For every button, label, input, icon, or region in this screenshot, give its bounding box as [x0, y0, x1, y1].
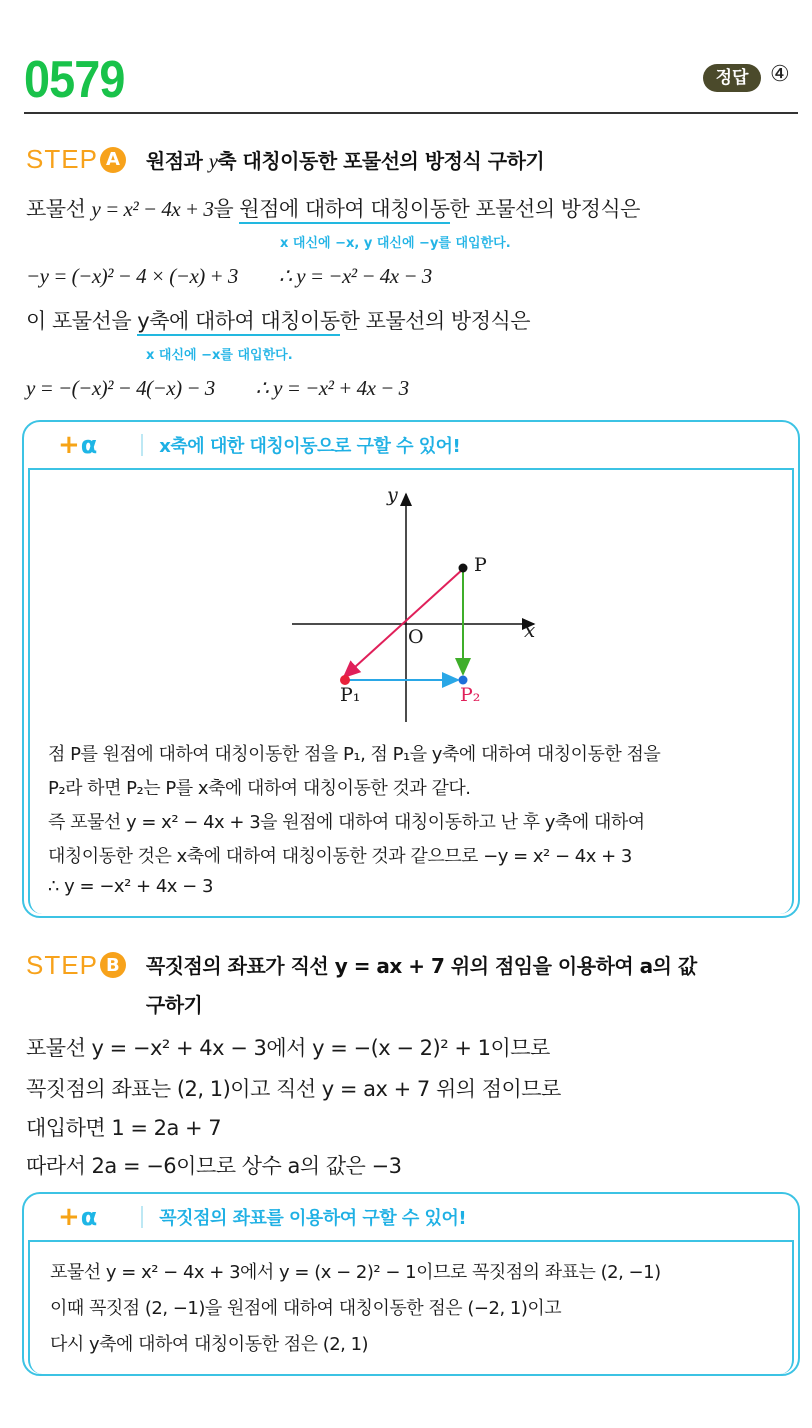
step-b-line: 대입하면 1 = 2a + 7: [26, 1116, 222, 1140]
tip-box-1: [22, 420, 800, 918]
tip-box-text-line: 포물선 y = x² − 4x + 3에서 y = (x − 2)² − 1이므로 꼭짓점의 좌표는 (2, −1): [50, 1262, 661, 1283]
plus-alpha-icon: + α: [58, 430, 98, 460]
tip-box-header: [24, 422, 798, 468]
step-label: STEP: [26, 950, 98, 980]
origin-label: O: [408, 626, 424, 648]
tip-box-title: x축에 대한 대칭이동으로 구할 수 있어!: [159, 436, 461, 457]
step-a-title: 원점과 y축 대칭이동한 포물선의 방정식 구하기: [145, 149, 545, 173]
plus-alpha-icon: + α: [58, 1202, 98, 1232]
x-axis-label: x: [524, 618, 536, 642]
tip-box-body: [28, 1240, 794, 1374]
step-a-heading: [26, 144, 544, 175]
tip-box-text-line: 이때 꼭짓점 (2, −1)을 원점에 대하여 대칭이동한 점은 (−2, 1)이고: [50, 1298, 562, 1319]
step-b-title-line-1: 꼭짓점의 좌표가 직선 y = ax + 7 위의 점임을 이용하여 a의 값: [145, 954, 697, 978]
hint-annotation-1: x 대신에 −x, y 대신에 −y를 대입한다.: [280, 236, 511, 251]
step-label: STEP: [26, 144, 98, 174]
step-b-heading: [26, 950, 697, 1018]
point-p: [459, 564, 468, 573]
step-a-line-2: −y = (−x)² − 4 × (−x) + 3 ∴ y = −x² − 4x − 3: [26, 264, 432, 288]
step-a-line-4: y = −(−x)² − 4(−x) − 3 ∴ y = −x² + 4x − 3: [26, 376, 409, 400]
step-b-line: 포물선 y = −x² + 4x − 3에서 y = −(x − 2)² + 1이므로: [26, 1036, 550, 1060]
tip-box-title: 꼭짓점의 좌표를 이용하여 구할 수 있어!: [159, 1208, 467, 1229]
y-axis-label: y: [387, 484, 398, 506]
step-b-line: 꼭짓점의 좌표는 (2, 1)이고 직선 y = ax + 7 위의 점이므로: [26, 1077, 561, 1101]
step-letter-badge: A: [100, 147, 126, 173]
tip-box-text-line: ∴ y = −x² + 4x − 3: [48, 876, 213, 897]
header-divider: [24, 112, 798, 114]
header-separator: [141, 1206, 143, 1228]
answer-value: ④: [770, 62, 790, 87]
equation: y = x² − 4x + 3: [91, 197, 214, 221]
tip-box-2: [22, 1192, 800, 1376]
header-separator: [141, 434, 143, 456]
problem-number: 0579: [24, 51, 125, 109]
point-p1-label: P₁: [340, 684, 361, 706]
tip-box-text-line: 즉 포물선 y = x² − 4x + 3을 원점에 대하여 대칭이동하고 난 후 y축에 대하여: [48, 812, 645, 833]
step-b-title-line-2: 구하기: [145, 993, 203, 1017]
tip-box-text-line: 다시 y축에 대하여 대칭이동한 점은 (2, 1): [50, 1334, 369, 1355]
point-p2-label: P₂: [460, 684, 481, 706]
point-p-label: P: [474, 554, 487, 576]
step-letter-badge: B: [100, 952, 126, 978]
hint-annotation-2: x 대신에 −x를 대입한다.: [146, 348, 293, 363]
tip-box-text-line: P₂라 하면 P₂는 P를 x축에 대하여 대칭이동한 것과 같다.: [48, 778, 471, 799]
answer-badge: 정답: [703, 64, 761, 92]
tip-box-body: [28, 468, 794, 914]
underlined-phrase: 원점에 대하여 대칭이동: [239, 197, 449, 224]
tip-box-header: [24, 1194, 798, 1240]
coordinate-diagram: [272, 482, 582, 732]
tip-box-text-line: 점 P를 원점에 대하여 대칭이동한 점을 P₁, 점 P₁을 y축에 대하여 대칭이동한 점을: [48, 744, 661, 765]
underlined-phrase: y축에 대하여 대칭이동: [137, 309, 339, 336]
step-b-line: 따라서 2a = −6이므로 상수 a의 값은 −3: [26, 1154, 402, 1178]
arrow-origin-reflection: [344, 569, 463, 677]
tip-box-text-line: 대칭이동한 것은 x축에 대하여 대칭이동한 것과 같으므로 −y = x² − 4x + 3: [48, 846, 632, 867]
step-a-line-1: 포물선 y = x² − 4x + 3을 원점에 대하여 대칭이동한 포물선의 방정식은: [26, 193, 640, 223]
step-a-line-3: 이 포물선을 y축에 대하여 대칭이동한 포물선의 방정식은: [26, 305, 530, 335]
